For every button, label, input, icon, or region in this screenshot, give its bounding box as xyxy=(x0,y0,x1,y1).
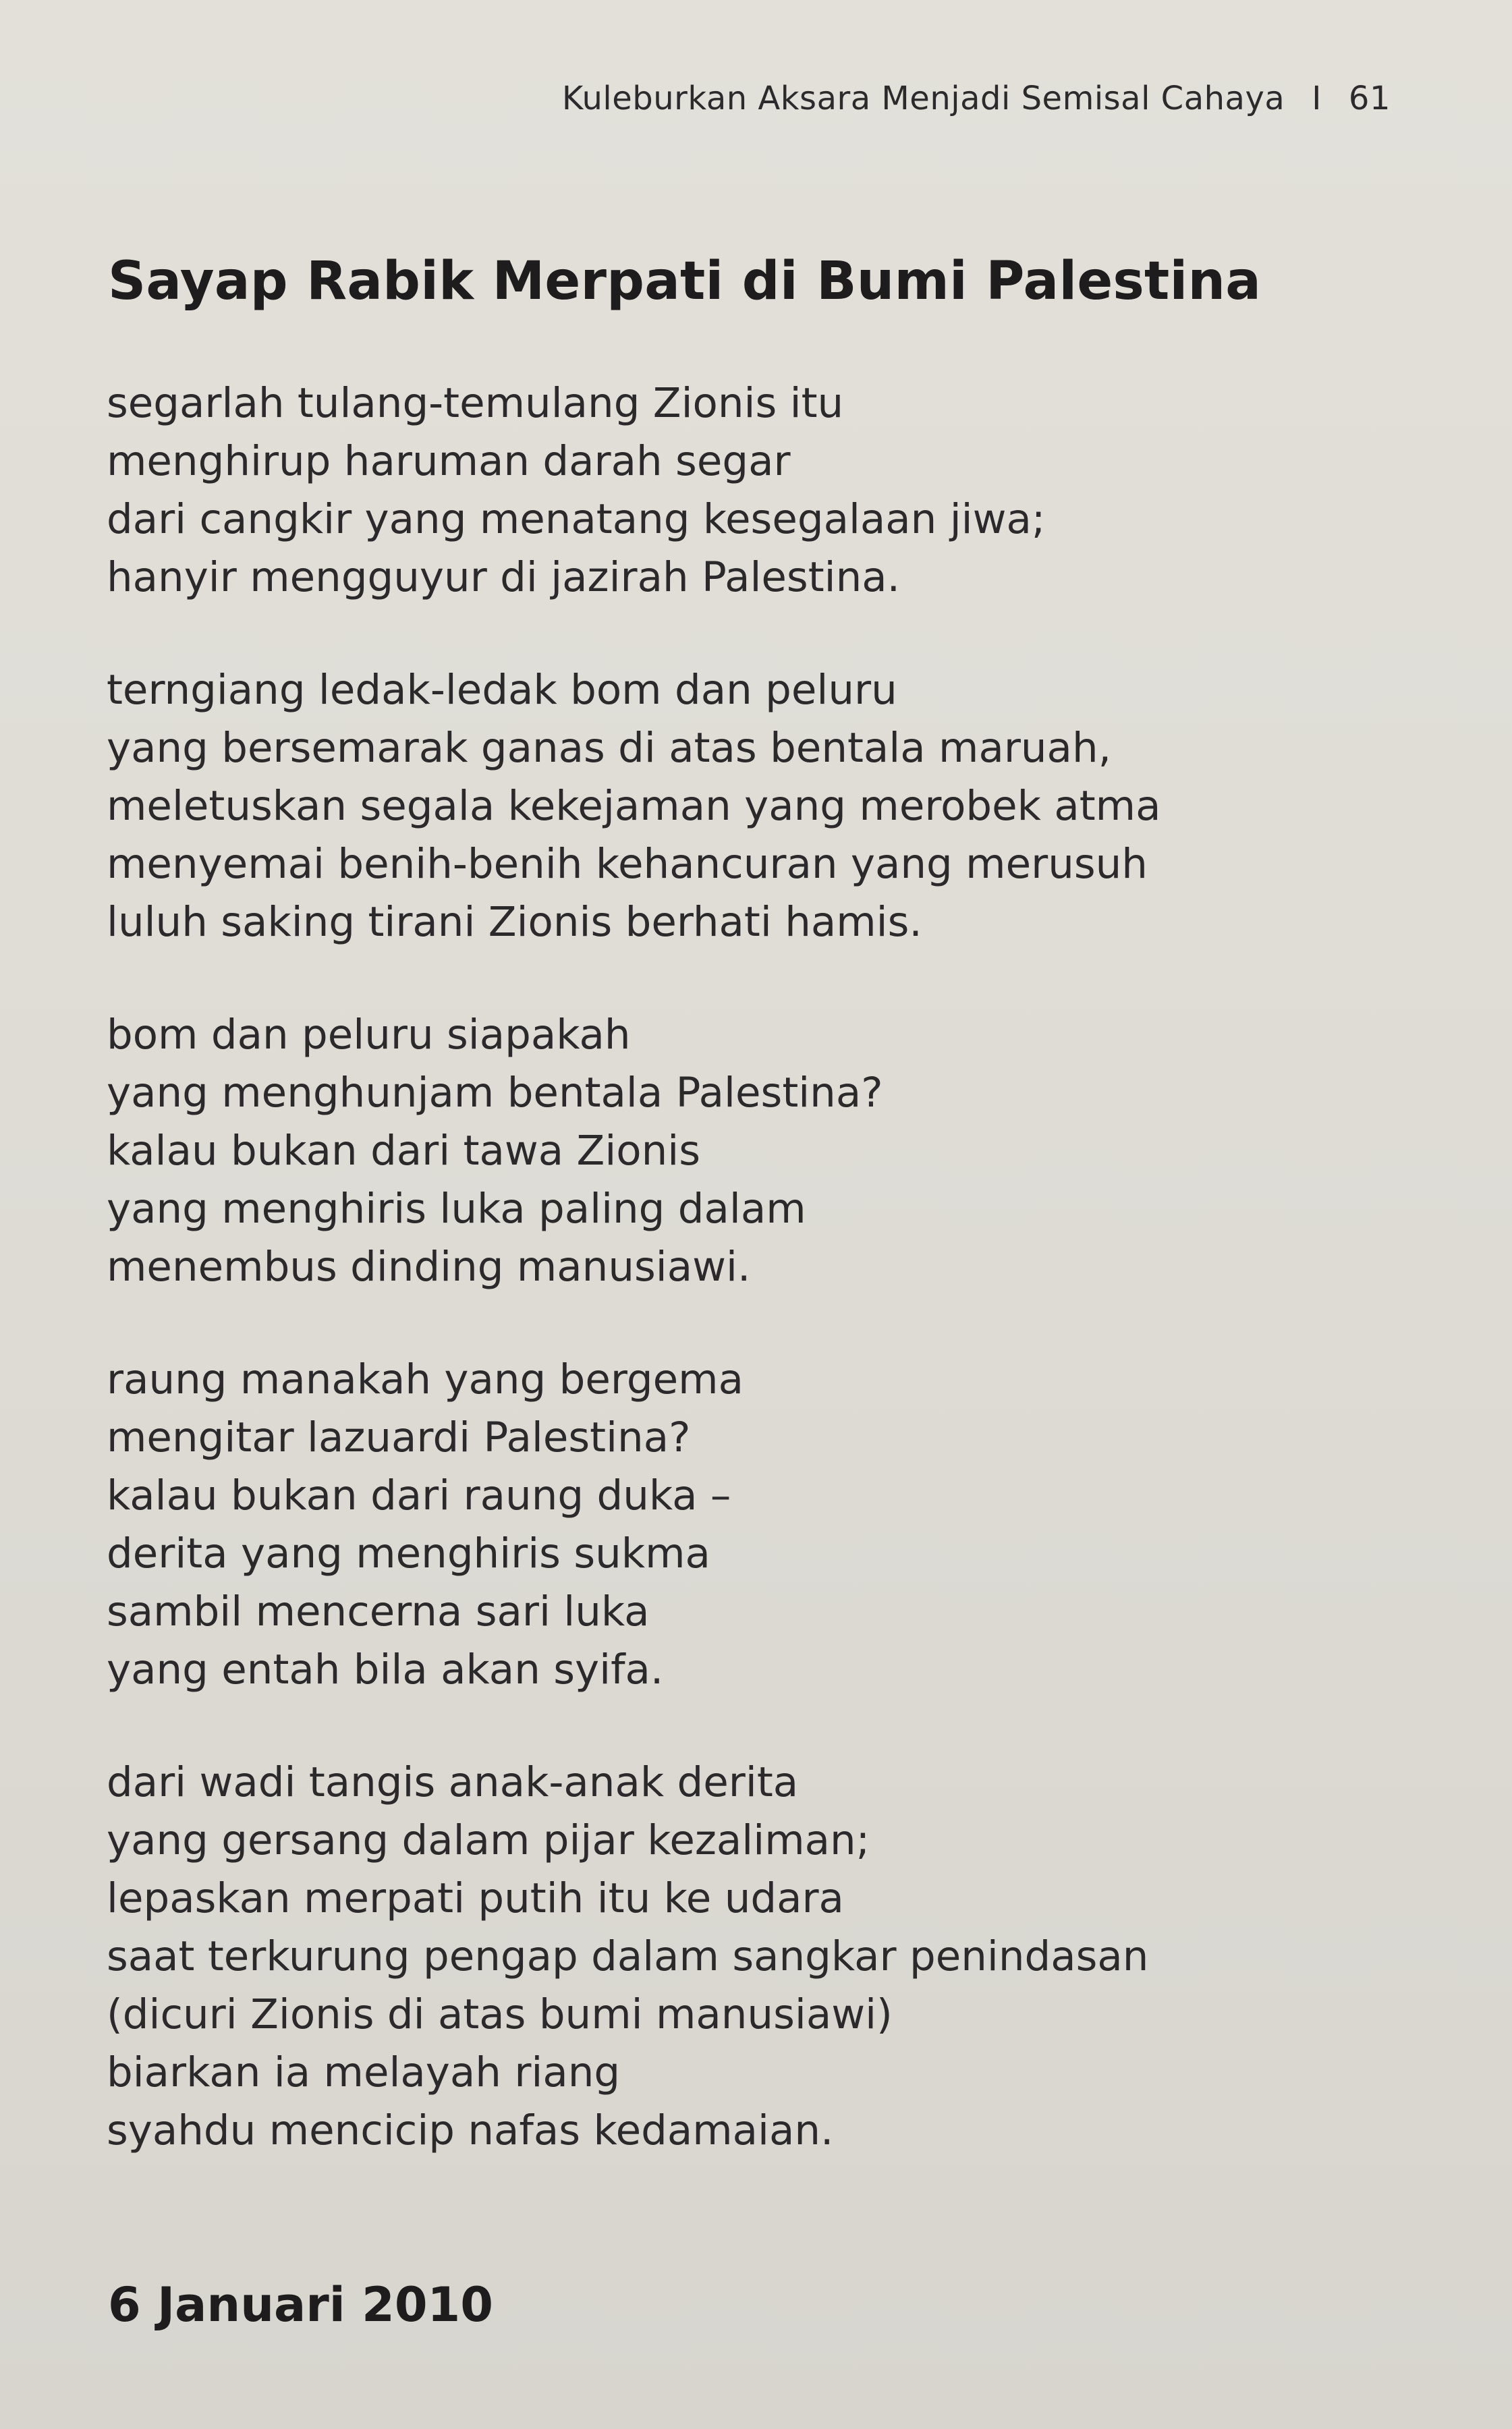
stanza-1 xyxy=(107,374,1389,607)
poem-line: kalau bukan dari raung duka – xyxy=(107,1472,731,1519)
poem-date: 6 Januari 2010 xyxy=(108,2277,493,2333)
book-title: Kuleburkan Aksara Menjadi Semisal Cahaya xyxy=(561,80,1285,117)
poem-line: yang bersemarak ganas di atas bentala maruah, xyxy=(107,724,1111,772)
poem-line: menyemai benih-benih kehancuran yang merusuh xyxy=(107,840,1148,888)
poem-line: hanyir mengguyur di jazirah Palestina. xyxy=(107,553,901,601)
poem-line: derita yang menghiris sukma xyxy=(107,1530,710,1578)
stanza-3 xyxy=(107,1006,1389,1296)
stanza-2 xyxy=(107,661,1389,951)
running-header xyxy=(562,80,1391,117)
page-number: 61 xyxy=(1348,80,1391,117)
poem-line: syahdu mencicip nafas kedamaian. xyxy=(107,2106,834,2154)
poem-line: (dicuri Zionis di atas bumi manusiawi) xyxy=(107,1990,893,2038)
poem-line: yang entah bila akan syifa. xyxy=(107,1646,664,1694)
stanza-5 xyxy=(107,1754,1389,2160)
poem-line: menembus dinding manusiawi. xyxy=(107,1243,751,1291)
poem-line: bom dan peluru siapakah xyxy=(107,1011,631,1059)
poem-line: kalau bukan dari tawa Zionis xyxy=(107,1127,701,1175)
poem-line: saat terkurung pengap dalam sangkar penindasan xyxy=(107,1932,1149,1980)
poem-line: yang menghiris luka paling dalam xyxy=(107,1185,806,1233)
poem-line: mengitar lazuardi Palestina? xyxy=(107,1414,691,1461)
poem-line: yang gersang dalam pijar kezaliman; xyxy=(107,1816,870,1864)
header-separator: I xyxy=(1312,80,1322,117)
poem-line: raung manakah yang bergema xyxy=(107,1356,744,1403)
poem-body xyxy=(107,374,1389,2214)
poem-line: lepaskan merpati putih itu ke udara xyxy=(107,1874,844,1922)
poem-title: Sayap Rabik Merpati di Bumi Palestina xyxy=(108,251,1262,312)
poem-line: biarkan ia melayah riang xyxy=(107,2048,621,2096)
poem-line: luluh saking tirani Zionis berhati hamis. xyxy=(107,898,922,946)
poem-line: dari wadi tangis anak-anak derita xyxy=(107,1758,799,1806)
poem-line: terngiang ledak-ledak bom dan peluru xyxy=(107,666,897,714)
poem-line: segarlah tulang-temulang Zionis itu xyxy=(107,379,844,427)
poem-line: yang menghunjam bentala Palestina? xyxy=(107,1069,883,1117)
poem-line: menghirup haruman darah segar xyxy=(107,437,791,485)
poem-line: dari cangkir yang menatang kesegalaan jiwa; xyxy=(107,495,1046,543)
stanza-4 xyxy=(107,1351,1389,1699)
poem-line: sambil mencerna sari luka xyxy=(107,1588,650,1636)
poem-line: meletuskan segala kekejaman yang merobek atma xyxy=(107,782,1161,830)
